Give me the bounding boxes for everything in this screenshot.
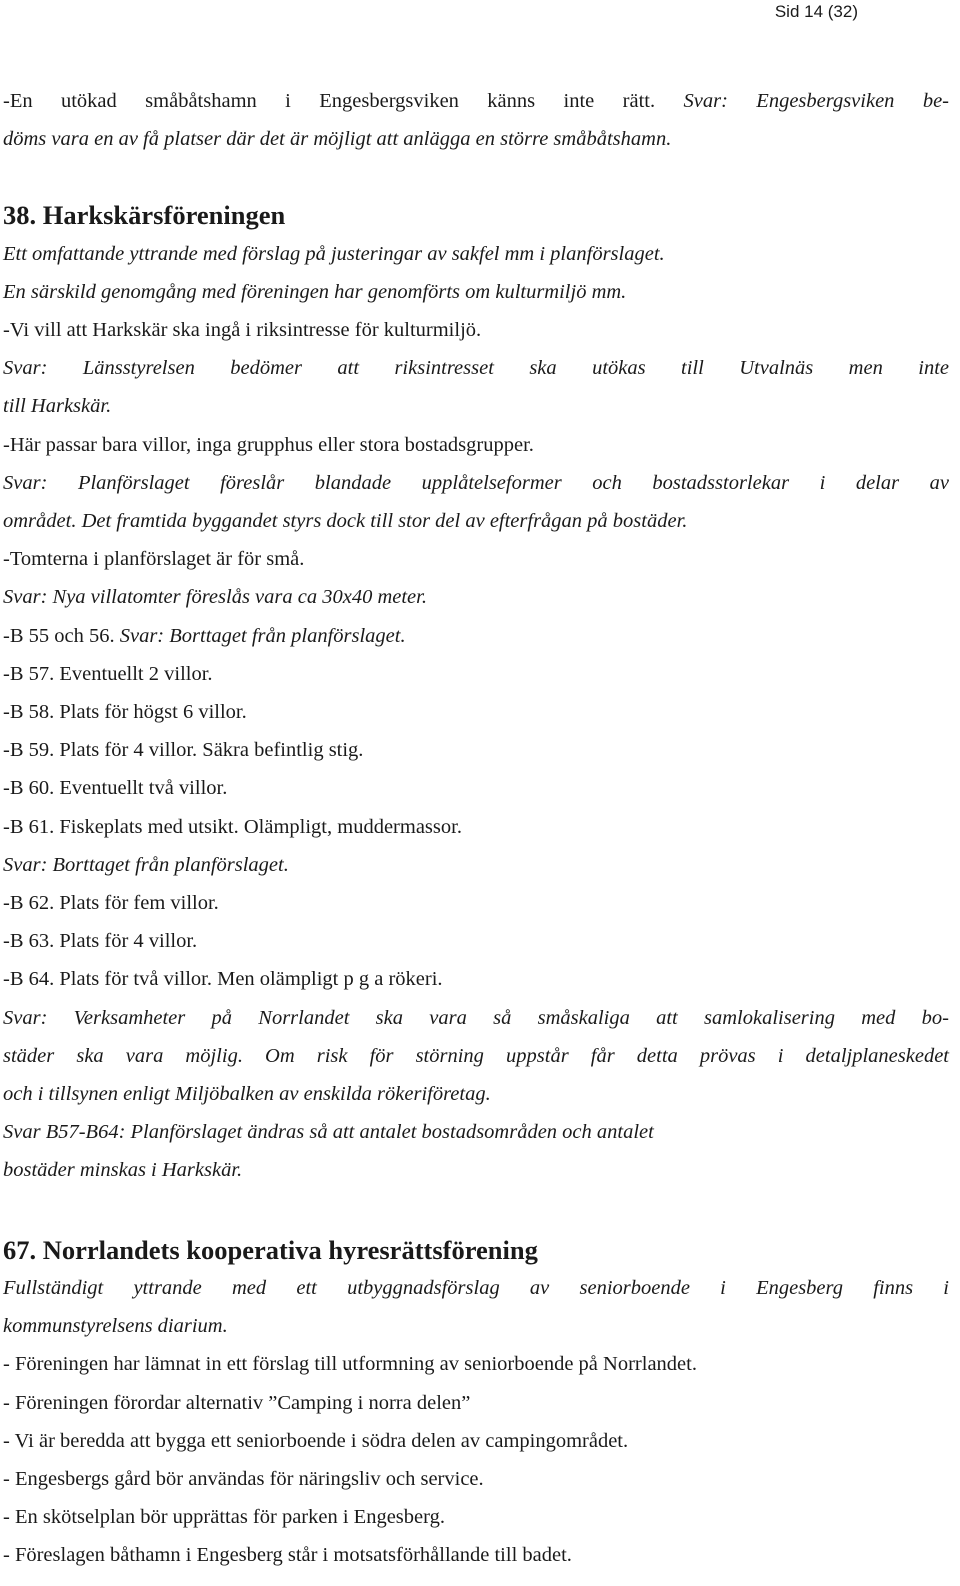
section-67-line: - Vi är beredda att bygga ett seniorboende i södra delen av campingområdet. bbox=[3, 1429, 629, 1452]
section-38-line: -B 60. Eventuellt två villor. bbox=[3, 777, 228, 800]
section-67-line: - Föreningen förordar alternativ ”Camping i norra delen” bbox=[3, 1391, 471, 1414]
intro-answer: Svar: Engesbergsviken be- bbox=[683, 90, 949, 112]
section-38-line: städer ska vara möjlig. Om risk för störning uppstår får detta prövas i detaljplaneskedet bbox=[3, 1044, 949, 1067]
page-number: Sid 14 (32) bbox=[774, 2, 858, 21]
intro-line-1 bbox=[3, 82, 949, 120]
section-38-body bbox=[3, 235, 949, 1190]
section-38-line: -B 59. Plats för 4 villor. Säkra befintlig stig. bbox=[3, 739, 364, 762]
section-67-heading: 67. Norrlandets kooperativa hyresrättsförening bbox=[3, 1234, 538, 1265]
line-text: -B 55 och 56. bbox=[3, 624, 120, 647]
section-38-heading: 38. Harkskärsföreningen bbox=[3, 200, 286, 231]
section-38-line: -B 62. Plats för fem villor. bbox=[3, 892, 219, 915]
line-answer: Svar: Borttaget från planförslaget. bbox=[119, 624, 406, 647]
section-38-line: Svar: Verksamheter på Norrlandet ska vara så småskaliga att samlokalisering med bo- bbox=[3, 1006, 949, 1029]
section-38-line: Svar: Nya villatomter föreslås vara ca 30x40 meter. bbox=[3, 586, 427, 609]
section-38-line bbox=[3, 617, 949, 655]
section-67-line: - Föreslagen båthamn i Engesberg står i motsatsförhållande till badet. bbox=[3, 1544, 572, 1567]
section-38-line: -B 63. Plats för 4 villor. bbox=[3, 930, 198, 953]
section-67-line: Fullständigt yttrande med ett utbyggnadsförslag av seniorboende i Engesberg finns i bbox=[3, 1276, 949, 1299]
section-38-line: Svar: Länsstyrelsen bedömer att riksintresset ska utökas till Utvalnäs men inte bbox=[3, 357, 949, 380]
section-67-line: - En skötselplan bör upprättas för parken i Engesberg. bbox=[3, 1506, 445, 1529]
section-38-line: -Vi vill att Harkskär ska ingå i riksintresse för kulturmiljö. bbox=[3, 319, 482, 342]
section-38-line: området. Det framtida byggandet styrs dock till stor del av efterfrågan på bostäder. bbox=[3, 510, 688, 533]
intro-text: -En utökad småbåtshamn i Engesbergsviken känns inte rätt. bbox=[3, 90, 684, 112]
section-38-line: bostäder minskas i Harkskär. bbox=[3, 1159, 243, 1182]
document-body bbox=[3, 82, 949, 1575]
section-38-line: -Tomterna i planförslaget är för små. bbox=[3, 548, 305, 571]
section-38-line: -B 61. Fiskeplats med utsikt. Olämpligt, muddermassor. bbox=[3, 815, 462, 838]
section-38-line: Svar: Planförslaget föreslår blandade upplåtelseformer och bostadsstorlekar i delar av bbox=[3, 471, 949, 494]
section-38-line: Ett omfattande yttrande med förslag på justeringar av sakfel mm i planförslaget. bbox=[3, 242, 665, 265]
section-38-line: till Harkskär. bbox=[3, 395, 112, 418]
section-38-line: Svar B57-B64: Planförslaget ändras så att antalet bostadsområden och antalet bbox=[3, 1121, 654, 1144]
section-38-line: -B 57. Eventuellt 2 villor. bbox=[3, 662, 213, 685]
section-38-line: -Här passar bara villor, inga grupphus eller stora bostadsgrupper. bbox=[3, 433, 534, 456]
section-38-line: -B 58. Plats för högst 6 villor. bbox=[3, 701, 247, 724]
section-67-line: kommunstyrelsens diarium. bbox=[3, 1315, 228, 1338]
section-67-line: - Föreningen har lämnat in ett förslag till utformning av seniorboende på Norrlandet. bbox=[3, 1353, 697, 1376]
section-38-line: En särskild genomgång med föreningen har genomförts om kulturmiljö mm. bbox=[3, 280, 627, 303]
section-38-line: -B 64. Plats för två villor. Men olämpligt p g a rökeri. bbox=[3, 968, 443, 991]
section-38-line: Svar: Borttaget från planförslaget. bbox=[3, 853, 289, 876]
section-38-line: och i tillsynen enligt Miljöbalken av enskilda rökeriföretag. bbox=[3, 1083, 491, 1106]
section-67-body bbox=[3, 1269, 949, 1575]
section-67-line: - Engesbergs gård bör användas för näringsliv och service. bbox=[3, 1467, 484, 1490]
intro-line-2: döms vara en av få platser där det är möjligt att anlägga en större småbåtshamn. bbox=[3, 128, 672, 151]
